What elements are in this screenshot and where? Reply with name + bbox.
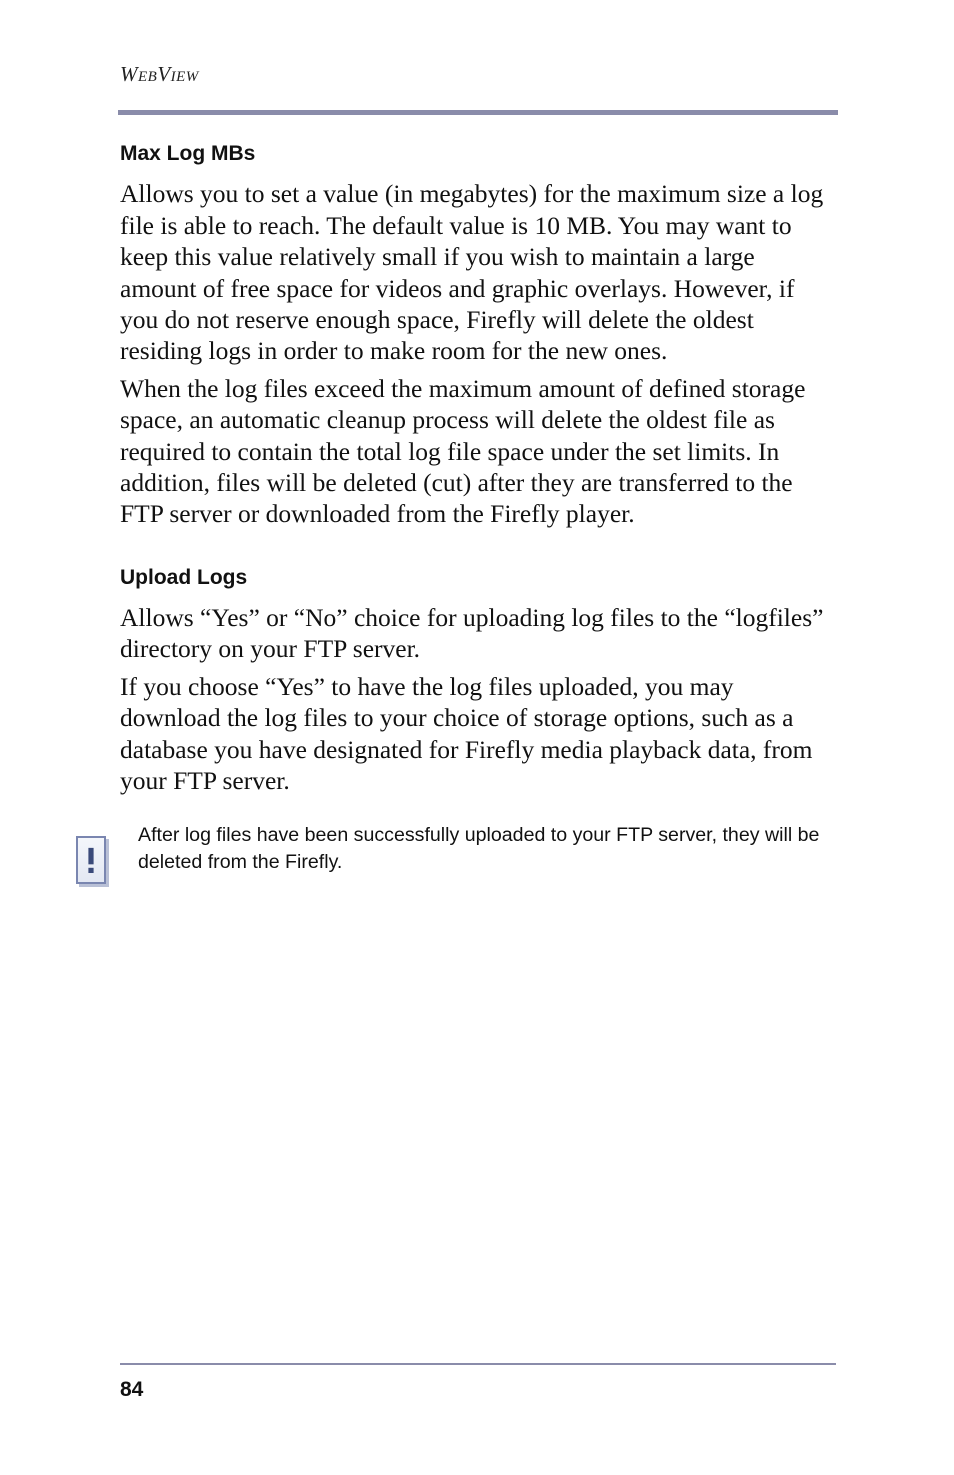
running-head: WebView [120, 62, 199, 86]
body-paragraph: When the log files exceed the maximum amount of defined storage space, an automatic cleanup process will delete the oldest file as required to contain the total log file space under the set limits. In addition, files will be deleted (cut) after they are transferred to the FTP server or downloaded from the Firefly player. [120, 373, 806, 529]
note-text: After log files have been successfully uploaded to your FTP server, they will be deleted from the Firefly. [138, 824, 820, 873]
section-max-log-mbs [120, 140, 835, 530]
body-paragraph: Allows you to set a value (in megabytes) for the maximum size a log file is able to reach. The default value is 10 MB. You may want to keep this value relatively small if you wish to maintain a large amount of free space for videos and graphic overlays. However, if you do not reserve enough space, Firefly will delete the oldest residing logs in order to make room for the new ones. [120, 179, 824, 366]
section-heading: Upload Logs [120, 565, 248, 589]
section-heading: Max Log MBs [120, 142, 256, 165]
section-spacer [120, 536, 835, 564]
body-paragraph: Allows “Yes” or “No” choice for uploading log files to the “logfiles” directory on your FTP server. [120, 603, 824, 664]
main-content [120, 140, 835, 803]
bottom-rule [120, 1363, 836, 1365]
section-upload-logs [120, 564, 835, 797]
exclamation-note-icon [76, 836, 106, 884]
page-number: 84 [120, 1378, 144, 1401]
body-paragraph: If you choose “Yes” to have the log files uploaded, you may download the log files to your choice of storage options, such as a database you have designated for Firefly media playback data, from your FTP server. [120, 671, 813, 796]
top-rule [118, 110, 838, 115]
